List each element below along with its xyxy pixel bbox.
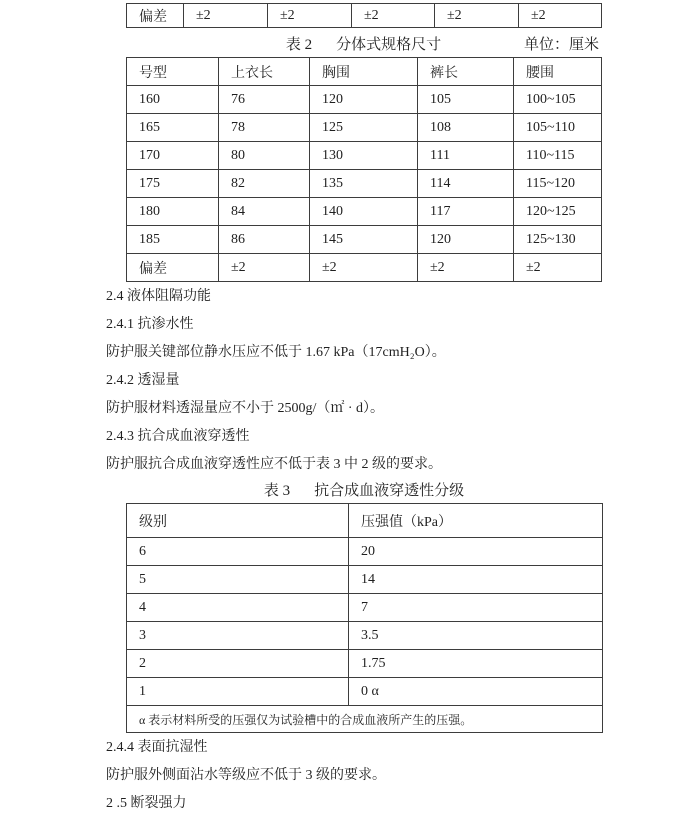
table-cell: 7 [349,594,603,622]
table-cell: 180 [127,198,219,226]
table-cell: 86 [219,226,310,254]
table-cell: ±2 [418,254,514,282]
paragraph-2-4-1: 防护服关键部位静水压应不低于 1.67 kPa（17cmH₂O）。 [106,345,446,360]
table3-caption-title: 抗合成血液穿透性分级 [314,483,465,499]
table3-footer [127,706,603,733]
heading-2-4-1: 2.4.1 抗渗水性 [106,317,194,332]
table-cell: 120 [418,226,514,254]
table-cell: 110~115 [514,142,602,170]
heading-2-5: 2 .5 断裂强力 [106,796,187,811]
table-row [127,650,603,678]
table3-col-pressure: 压强值（kPa） [349,504,603,538]
table-cell: 117 [418,198,514,226]
table3-penetration-grades [126,503,603,733]
table-row [127,170,602,198]
table-row [127,622,603,650]
table-cell: 165 [127,114,219,142]
table-cell: 160 [127,86,219,114]
table3-footnote: α 表示材料所受的压强仅为试验槽中的合成血液所产生的压强。 [127,706,603,733]
table-cell: 185 [127,226,219,254]
table-cell: 3 [127,622,349,650]
table-cell: 125~130 [514,226,602,254]
table2-col-pants-length: 裤长 [418,58,514,86]
table-cell: 111 [418,142,514,170]
table-cell: 120~125 [514,198,602,226]
table-cell: 105 [418,86,514,114]
table-cell: 偏差 [127,4,184,28]
heading-2-4: 2.4 液体阻隔功能 [106,289,211,304]
table-cell: 84 [219,198,310,226]
section-text-block-bottom [106,734,666,818]
heading-2-4-3: 2.4.3 抗合成血液穿透性 [106,429,250,444]
table-cell: ±2 [219,254,310,282]
table-cell: 80 [219,142,310,170]
table-cell: ±2 [514,254,602,282]
table-cell: 4 [127,594,349,622]
heading-2-4-2: 2.4.2 透湿量 [106,373,180,388]
table-row [127,86,602,114]
table-row [127,566,603,594]
table-cell: 5 [127,566,349,594]
paragraph-2-4-3: 防护服抗合成血液穿透性应不低于表 3 中 2 级的要求。 [106,457,442,472]
table-cell: 1 [127,678,349,706]
table-row [127,198,602,226]
table3-caption-label: 表 3 [263,483,291,499]
table-cell: 170 [127,142,219,170]
table-cell: 130 [310,142,418,170]
paragraph-2-4-4: 防护服外侧面沾水等级应不低于 3 级的要求。 [106,768,386,783]
table2-unit-label: 单位：厘米 [523,37,599,53]
table-cell: ±2 [184,4,268,28]
table1-deviation-row [126,3,602,28]
table-cell: 115~120 [514,170,602,198]
table-cell: 135 [310,170,418,198]
table2-col-chest: 胸围 [310,58,418,86]
table2-caption-label: 表 2 [285,37,313,53]
table-cell: 120 [310,86,418,114]
table-cell: 1.75 [349,650,603,678]
table-cell: 100~105 [514,86,602,114]
table2-col-waist: 腰围 [514,58,602,86]
table-cell: 76 [219,86,310,114]
table-cell: 145 [310,226,418,254]
table-row [127,142,602,170]
table-row [127,538,603,566]
table-cell: ±2 [352,4,435,28]
table2-caption-title: 分体式规格尺寸 [336,37,442,53]
table-cell: ±2 [519,4,602,28]
table-cell: 114 [418,170,514,198]
table-footnote-row [127,706,603,733]
table3-caption [126,479,602,503]
table-row [127,114,602,142]
table2-header [127,58,602,86]
table-cell: 175 [127,170,219,198]
heading-2-4-4: 2.4.4 表面抗湿性 [106,740,208,755]
table-cell: ±2 [310,254,418,282]
table-cell: ±2 [268,4,352,28]
table-row [127,4,602,28]
table-cell: 108 [418,114,514,142]
table-row [127,226,602,254]
section-text-block [106,283,666,479]
table-cell: 2 [127,650,349,678]
table3-col-grade: 级别 [127,504,349,538]
table3-header [127,504,603,538]
table2-caption [126,34,601,56]
table-cell: 20 [349,538,603,566]
table1-body [127,4,602,28]
table-cell: 0 α [349,678,603,706]
table-header-row [127,58,602,86]
table-cell: 14 [349,566,603,594]
paragraph-2-4-2: 防护服材料透湿量应不小于 2500g/（㎡ · d）。 [106,401,385,416]
table-cell: 78 [219,114,310,142]
table3-body [127,538,603,706]
table2-col-model: 号型 [127,58,219,86]
table-cell: 82 [219,170,310,198]
table-row [127,678,603,706]
table-cell: 偏差 [127,254,219,282]
table-cell: 140 [310,198,418,226]
table-cell: 125 [310,114,418,142]
table-row [127,594,603,622]
table-cell: 105~110 [514,114,602,142]
table2-specs [126,57,602,282]
table-row [127,254,602,282]
table2-body [127,86,602,282]
table-header-row [127,504,603,538]
table2-col-jacket-length: 上衣长 [219,58,310,86]
table-cell: ±2 [435,4,519,28]
table-cell: 6 [127,538,349,566]
table-cell: 3.5 [349,622,603,650]
